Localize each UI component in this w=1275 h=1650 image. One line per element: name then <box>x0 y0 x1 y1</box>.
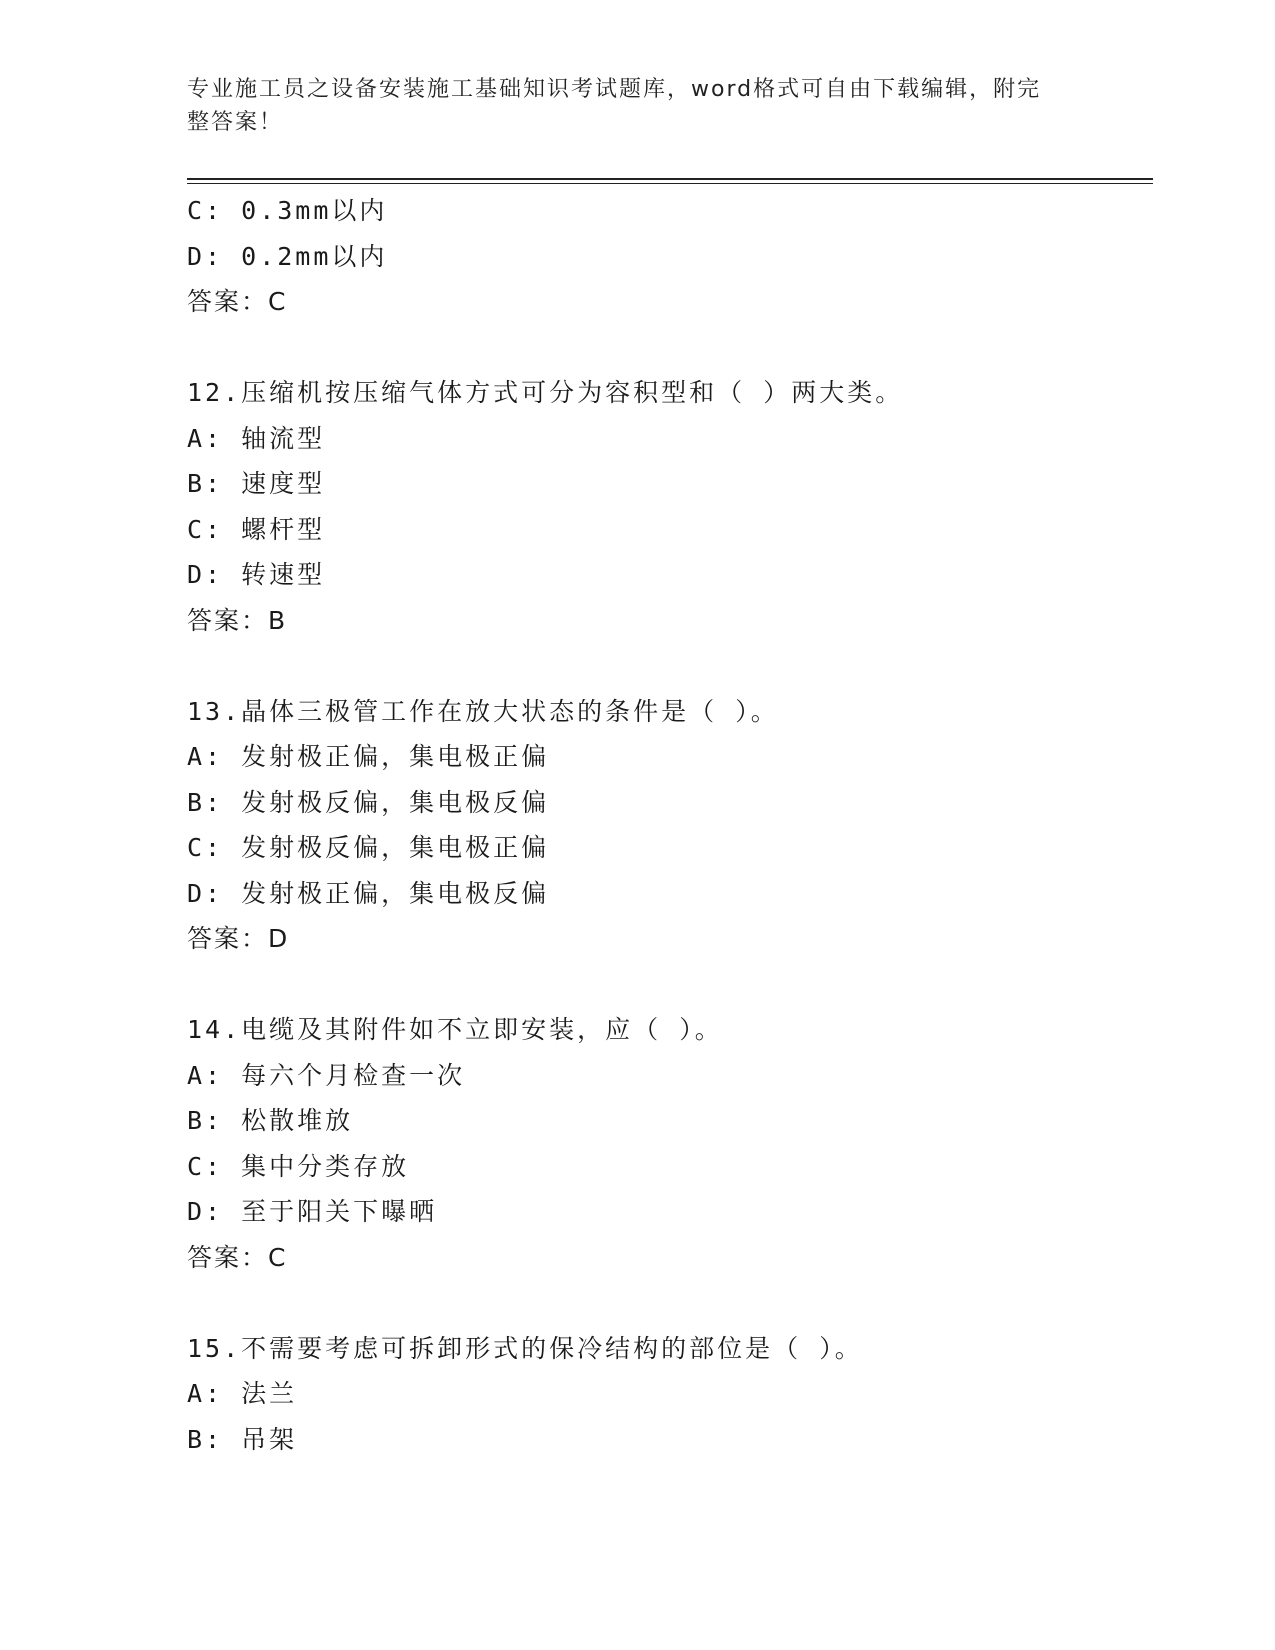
option-line: C: 集中分类存放 <box>187 1151 410 1181</box>
option-line: A: 每六个月检查一次 <box>187 1060 466 1090</box>
option-line: C: 螺杆型 <box>187 514 326 544</box>
option-line: A: 法兰 <box>187 1379 298 1408</box>
answer-line: 答案：D <box>187 924 290 953</box>
option-line: A: 轴流型 <box>187 423 326 453</box>
header-divider-thick <box>187 178 1153 180</box>
question-line: 14.电缆及其附件如不立即安装，应（ ）。 <box>187 1015 723 1044</box>
option-line: B: 速度型 <box>187 469 326 498</box>
question-line: 15.不需要考虑可拆卸形式的保冷结构的部位是（ ）。 <box>187 1333 863 1363</box>
option-line: B: 发射极反偏，集电极反偏 <box>187 787 550 817</box>
option-line: D: 至于阳关下曝晒 <box>187 1197 438 1226</box>
question-list <box>187 188 1147 1462</box>
option-line: B: 吊架 <box>187 1424 298 1454</box>
option-line: C: 发射极反偏，集电极正偏 <box>187 833 550 862</box>
answer-line: 答案：C <box>187 1242 288 1272</box>
option-line: D: 0.2mm以内 <box>187 241 388 271</box>
option-line: D: 发射极正偏，集电极反偏 <box>187 878 550 908</box>
answer-line: 答案：C <box>187 287 288 316</box>
option-line: A: 发射极正偏，集电极正偏 <box>187 742 550 771</box>
question-line: 13.晶体三极管工作在放大状态的条件是（ ）。 <box>187 696 779 726</box>
question-line: 12.压缩机按压缩气体方式可分为容积型和（ ）两大类。 <box>187 378 904 407</box>
answer-line: 答案：B <box>187 605 288 635</box>
spacer <box>187 643 1147 689</box>
option-line: C: 0.3mm以内 <box>187 196 388 225</box>
header-title-line-1: 专业施工员之设备安装施工基础知识考试题库，word格式可自由下载编辑，附完 <box>187 77 1042 102</box>
document-header <box>187 73 1067 139</box>
option-line: B: 松散堆放 <box>187 1106 354 1135</box>
header-divider-thin <box>187 183 1153 184</box>
spacer <box>187 1280 1147 1326</box>
option-line: D: 转速型 <box>187 560 326 589</box>
spacer <box>187 962 1147 1008</box>
spacer <box>187 325 1147 371</box>
header-title-line-2: 整答案！ <box>187 110 284 135</box>
